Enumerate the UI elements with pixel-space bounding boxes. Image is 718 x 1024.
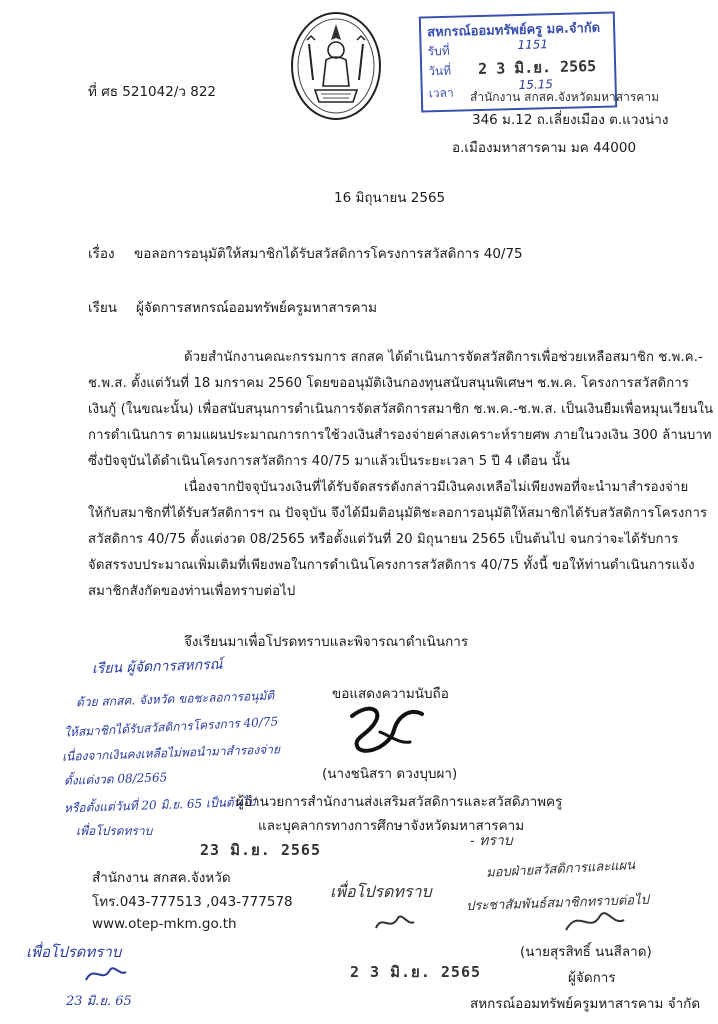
hand-line: ตั้งแต่งวด 08/2565 <box>63 770 168 788</box>
stamp-org: สหกรณ์ออมทรัพย์ครู มค.จำกัด <box>427 20 601 41</box>
paragraph-2-line: สวัสดิการ 40/75 ตั้งแต่งวด 08/2565 หรือตั้งแต่วันที่ 20 มิถุนายน 2565 เป็นต้นไป จนกว่าจะได้รับการ <box>88 532 679 547</box>
to-text: ผู้จัดการสหกรณ์ออมทรัพย์ครูมหาสารคาม <box>136 300 377 316</box>
paragraph-1-line: ด้วยสำนักงานคณะกรรมการ สกสค ได้ดำเนินการจัดสวัสดิการเพื่อช่วยเหลือสมาชิก ช.พ.ค.- <box>184 350 703 365</box>
address-line-1: 346 ม.12 ถ.เลี่ยงเมือง ต.แวงน่าง <box>472 112 669 128</box>
hand-line: ให้สมาชิกได้รับสวัสดิการโครงการ 40/75 <box>63 714 279 740</box>
handwritten-date-bottom-left: 23 มิ.ย. 65 <box>66 994 132 1009</box>
handwritten-note-bottom-left: เพื่อโปรดทราบ <box>26 943 122 961</box>
signature-mark <box>340 698 430 758</box>
left-date-stamp: 23 มิ.ย. 2565 <box>200 841 321 859</box>
paragraph-2-line: เนื่องจากปัจจุบันวงเงินที่ได้รับจัดสรรดังกล่าวมีเงินคงเหลือไม่เพียงพอที่จะนำมาสำรองจ่าย <box>184 480 689 495</box>
stamp-received-label: รับที่ <box>427 43 450 59</box>
paragraph-2-line: จัดสรรงบประมาณเพิ่มเติมที่เพียงพอในการดำเนินโครงการสวัสดิการ 40/75 ทั้งนี้ ขอให้ท่านดำเนินการแจ้ง <box>88 558 695 573</box>
letter-date: 16 มิถุนายน 2565 <box>334 190 446 206</box>
hand-line: เนื่องจากเงินคงเหลือไม่พอนำมาสำรองจ่าย <box>61 742 281 764</box>
address-line-2: อ.เมืองมหาสารคาม มค 44000 <box>452 140 637 156</box>
handwritten-note-right-1: - ทราบ <box>470 833 513 849</box>
salutation: ขอแสดงความนับถือ <box>332 686 449 702</box>
to-label: เรียน <box>88 300 118 316</box>
initials-mark-middle <box>370 908 420 938</box>
stamp-time-value: 15.15 <box>518 77 554 92</box>
closing-request: จึงเรียนมาเพื่อโปรดทราบและพิจารณาดำเนินการ <box>184 634 469 650</box>
cooperative-name: สหกรณ์ออมทรัพย์ครูมหาสารคาม จำกัด <box>470 996 701 1012</box>
subject-text: ขอลอการอนุมัติให้สมาชิกได้รับสวัสดิการโครงการสวัสดิการ 40/75 <box>134 246 523 262</box>
footer-phone: โทร.043-777513 ,043-777578 <box>92 894 293 910</box>
signer-name: (นางชนิสรา ดวงบุบผา) <box>322 766 458 782</box>
hand-line: เรียน ผู้จัดการสหกรณ์ <box>91 656 223 678</box>
footer-website[interactable]: www.otep-mkm.go.th <box>92 916 237 932</box>
handwritten-note-right-2: มอบฝ่ายสวัสดิการและแผน <box>485 858 636 881</box>
manager-title: ผู้จัดการ <box>568 970 616 986</box>
initials-mark-left <box>80 962 130 988</box>
stamp-date-value: 2 3 มิ.ย. 2565 <box>477 56 597 79</box>
paragraph-2-line: สมาชิกสังกัดของท่านเพื่อทราบต่อไป <box>88 584 296 599</box>
stamp-received-no: 1151 <box>517 37 549 53</box>
hand-line: เพื่อโปรดทราบ <box>76 824 153 838</box>
paragraph-1-line: การดำเนินการ ตามแผนประมาณการการใช้วงเงินสำรองจ่ายค่าสงเคราะห์รายศพ ภายในวงเงิน 300 ล้านบาท <box>88 428 712 443</box>
stamp-seal-text: สำนักงาน สกสค.จังหวัดมหาสารคาม <box>470 90 659 104</box>
signer-title-1: ผู้อำนวยการสำนักงานส่งเสริมสวัสดิการและสวัสดิภาพครู <box>236 794 563 810</box>
hand-line: หรือตั้งแต่วันที่ 20 มิ.ย. 65 เป็นต้นไป <box>63 794 256 816</box>
subject-label: เรื่อง <box>88 246 115 262</box>
middle-date-stamp: 2 3 มิ.ย. 2565 <box>350 963 482 981</box>
paragraph-2-line: ให้กับสมาชิกที่ได้รับสวัสดิการฯ ณ ปัจจุบัน จึงได้มีมติอนุมัติชะลอการอนุมัติให้สมาชิกได้รับสวัสดิการโครงการ <box>88 506 708 521</box>
manager-signature-mark <box>560 904 630 938</box>
manager-name: (นายสุรสิทธิ์ นนสีลาด) <box>520 944 652 960</box>
stamp-date-label: วันที่ <box>428 63 452 79</box>
paragraph-1-line: ซึ่งปัจจุบันได้ดำเนินโครงการสวัสดิการ 40/75 มาแล้วเป็นระยะเวลา 5 ปี 4 เดือน นั้น <box>88 454 571 469</box>
signer-title-2: และบุคลากรทางการศึกษาจังหวัดมหาสารคาม <box>258 818 525 834</box>
hand-line: ด้วย สกสค. จังหวัด ขอชะลอการอนุมัติ <box>75 688 275 710</box>
handwritten-note-right-3: ประชาสัมพันธ์สมาชิกทราบต่อไป <box>465 892 650 915</box>
handwritten-note-middle: เพื่อโปรดทราบ <box>330 882 432 901</box>
stamp-time-label: เวลา <box>428 85 454 101</box>
paragraph-1-line: ช.พ.ส. ตั้งแต่วันที่ 18 มกราคม 2560 โดยขออนุมัติเงินกองทุนสนับสนุนพิเศษฯ ช.พ.ค. โครงการสวัสดิการ <box>88 376 689 391</box>
reference-number: ที่ ศธ 521042/ว 822 <box>88 84 217 100</box>
footer-office: สำนักงาน สกสค.จังหวัด <box>92 870 231 886</box>
paragraph-1-line: เงินกู้ (ในขณะนั้น) เพื่อสนับสนุนการดำเนินการจัดสวัสดิการสมาชิก ช.พ.ค.-ช.พ.ส. เป็นเงินยืมเพื่อหมุนเวียนใน <box>88 402 714 417</box>
